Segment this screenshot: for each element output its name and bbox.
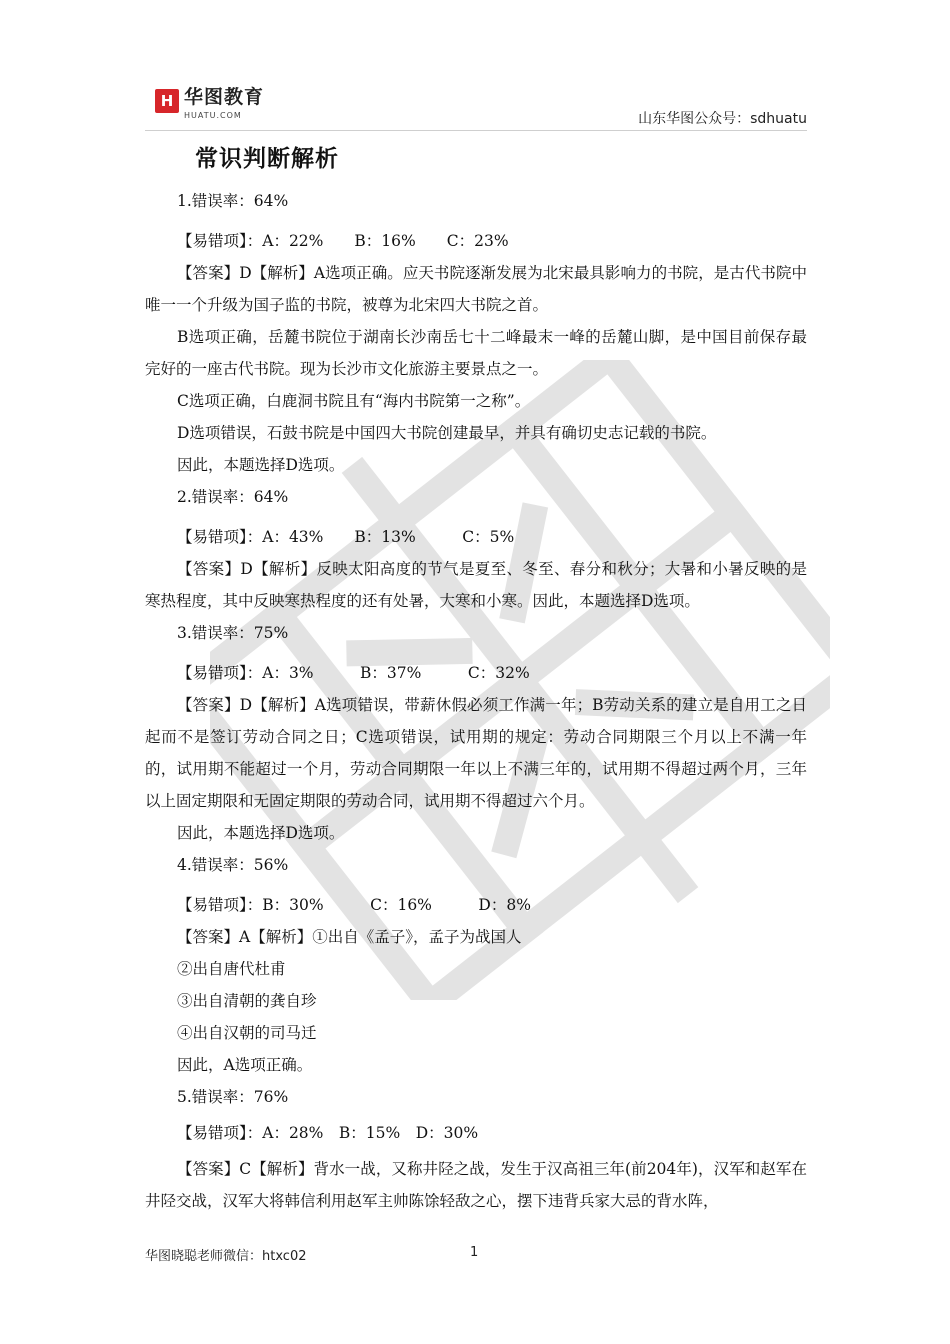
- q1-option-d: D选项错误，石鼓书院是中国四大书院创建最早，并具有确切史志记载的书院。: [177, 424, 717, 442]
- q1-option-b: B选项正确，岳麓书院位于湖南长沙南岳七十二峰最末一峰的岳麓山脚，是中国目前保存最完好的一座古代书院。现为长沙市文化旅游主要景点之一。: [145, 328, 807, 378]
- header-public-account: 山东华图公众号：sdhuatu: [638, 111, 807, 127]
- q1-error-rate: 1.错误率：64%: [177, 192, 289, 210]
- q1-option-c: C选项正确，白鹿洞书院且有“海内书院第一之称”。: [177, 392, 531, 410]
- q3-answer: 【答案】D【解析】A选项错误，带薪休假必须工作满一年；B劳动关系的建立是自用工之日起而不是签订劳动合同之日；C选项错误，试用期的规定：劳动合同期限三个月以上不满一年的，试用期不能超过一个月，劳动合同期限一年以上不满三年的，试用期不得超过两个月，三年以上固定期限和无固定期限的劳动合同，试用期不得超过六个月。: [145, 696, 807, 810]
- logo-domain: HUATU.COM: [184, 111, 242, 120]
- logo-name: 华图教育: [184, 86, 265, 108]
- header-divider: [145, 130, 807, 131]
- logo-mark-icon: H: [155, 89, 179, 113]
- q4-item-3: ③出自清朝的龚自珍: [177, 992, 317, 1010]
- q5-answer: 【答案】C【解析】背水一战，又称井陉之战，发生于汉高祖三年(前204年)，汉军和赵军在井陉交战，汉军大将韩信利用赵军主帅陈馀轻敌之心，摆下违背兵家大忌的背水阵，: [145, 1160, 807, 1210]
- q4-error-rate: 4.错误率：56%: [177, 856, 289, 874]
- q3-conclusion: 因此，本题选择D选项。: [177, 824, 345, 842]
- q4-item-2: ②出自唐代杜甫: [177, 960, 286, 978]
- q1-distractors: 【易错项】：A：22% B：16% C：23%: [177, 232, 509, 250]
- q3-distractors: 【易错项】：A：3% B：37% C：32%: [177, 664, 530, 682]
- document-body: [145, 185, 807, 1217]
- q5-error-rate: 5.错误率：76%: [177, 1088, 289, 1106]
- q1-conclusion: 因此，本题选择D选项。: [177, 456, 345, 474]
- q2-answer: 【答案】D【解析】反映太阳高度的节气是夏至、冬至、春分和秋分；大暑和小暑反映的是寒热程度，其中反映寒热程度的还有处暑，大寒和小寒。因此，本题选择D选项。: [145, 560, 807, 610]
- q4-item-4: ④出自汉朝的司马迁: [177, 1024, 317, 1042]
- q1-answer: 【答案】D【解析】A选项正确。应天书院逐渐发展为北宋最具影响力的书院，是古代书院中唯一一个升级为国子监的书院，被尊为北宋四大书院之首。: [145, 264, 807, 314]
- page-title: 常识判断解析: [195, 146, 339, 172]
- q5-distractors: 【易错项】：A：28% B：15% D：30%: [177, 1124, 479, 1142]
- huatu-logo: [155, 82, 264, 120]
- page-number: 1: [470, 1245, 479, 1260]
- q4-distractors: 【易错项】：B：30% C：16% D：8%: [177, 896, 531, 914]
- q4-answer: 【答案】A【解析】①出自《孟子》，孟子为战国人: [177, 928, 522, 946]
- footer-wechat: 华图晓聪老师微信：htxc02: [145, 1249, 307, 1264]
- q2-distractors: 【易错项】：A：43% B：13% C：5%: [177, 528, 515, 546]
- q2-error-rate: 2.错误率：64%: [177, 488, 289, 506]
- q4-conclusion: 因此，A选项正确。: [177, 1056, 313, 1074]
- q3-error-rate: 3.错误率：75%: [177, 624, 289, 642]
